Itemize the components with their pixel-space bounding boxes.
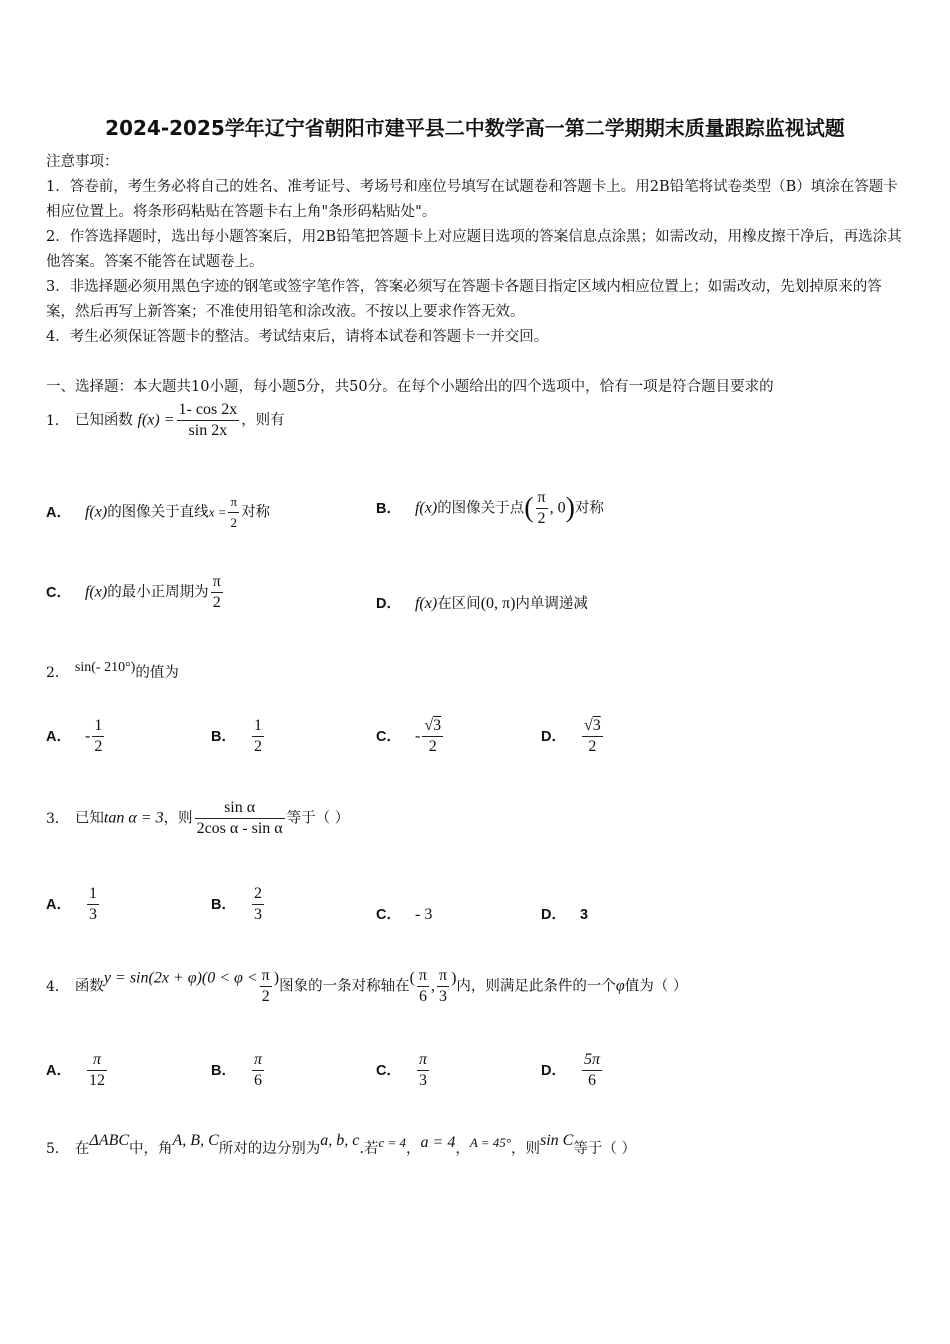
denominator: 6 [253, 1072, 262, 1089]
denominator: 2 [212, 594, 221, 611]
fraction [252, 716, 264, 757]
denominator: 6 [418, 988, 427, 1005]
q1-option-c[interactable] [46, 572, 225, 613]
question-3 [46, 798, 349, 839]
numerator: 1 [92, 716, 104, 737]
question-text: ，则 [511, 1141, 540, 1157]
option-text: 对称 [574, 500, 604, 517]
q1-option-a[interactable] [46, 492, 270, 533]
math-expr: φ [615, 977, 625, 995]
question-text: 已知 [74, 810, 104, 827]
option-label: A． [46, 728, 71, 745]
paren-open: ( [524, 492, 534, 524]
math-sign: - [84, 727, 91, 745]
numerator: π [211, 572, 223, 593]
denominator: sin 2x [188, 422, 228, 439]
denominator: 2 [94, 738, 103, 755]
option-text: 内单调递减 [515, 596, 588, 612]
fraction [92, 716, 104, 757]
numerator: 1 [252, 716, 264, 737]
math-expr: sin(- 210°) [74, 660, 136, 675]
fraction [582, 1050, 602, 1091]
numerator: π [260, 966, 272, 987]
notes-block [46, 150, 906, 350]
option-text: 的最小正周期为 [107, 584, 209, 601]
question-2 [46, 660, 179, 682]
numerator: π [437, 966, 449, 987]
question-text: 图象的一条对称轴在 [279, 978, 410, 995]
question-text: 内，则满足此条件的一个 [456, 978, 616, 995]
math-expr: A = 45° [469, 1135, 511, 1150]
fraction [211, 572, 223, 613]
option-label: A． [46, 1062, 71, 1079]
question-text: 的值为 [135, 665, 179, 681]
note-item: 1．答卷前，考生务必将自己的姓名、准考证号、考场号和座位号填写在试题卷和答题卡上。用2B铅笔将试卷类型（B）填涂在答题卡相应位置上。将条形码粘贴在答题卡右上角"条形码粘贴处"。 [46, 179, 898, 220]
question-4 [46, 966, 687, 1007]
option-label: B． [376, 500, 401, 517]
denominator: 3 [253, 906, 262, 923]
numerator: √3 [422, 716, 443, 737]
math-expr: 3 [579, 907, 589, 923]
fraction [437, 966, 449, 1007]
question-text: ， [406, 1141, 421, 1157]
question-text: .若 [359, 1141, 379, 1157]
fraction [87, 1050, 107, 1091]
radicand: 3 [433, 717, 442, 734]
numerator: sin α [195, 798, 285, 819]
option-text: 的图像关于点 [437, 500, 525, 517]
fraction [582, 716, 603, 757]
fraction [417, 1050, 429, 1091]
option-text: 对称 [241, 504, 271, 521]
question-number: 5． [46, 1141, 69, 1157]
question-text: 在 [74, 1141, 90, 1157]
numerator: √3 [582, 716, 603, 737]
option-text: 的图像关于直线 [107, 504, 209, 521]
q4-option-d[interactable] [541, 1050, 604, 1091]
q3-option-c[interactable] [376, 903, 432, 924]
question-text: 中，角 [129, 1141, 173, 1157]
math-expr: (0, π) [480, 595, 516, 612]
denominator: 2 [261, 988, 270, 1005]
comma: , [430, 977, 435, 995]
question-number: 1． [46, 412, 69, 429]
question-text: ，则 [163, 810, 193, 827]
denominator: 3 [439, 988, 448, 1005]
numerator: π [228, 492, 239, 513]
math-expr: ) [273, 969, 280, 987]
radicand: 3 [592, 717, 601, 734]
math-expr: x = [208, 504, 227, 520]
question-text: 函数 [74, 978, 104, 995]
fraction [228, 492, 239, 533]
numerator: π [536, 488, 548, 509]
question-text: 值为（ ） [624, 978, 688, 995]
fraction [260, 966, 272, 1007]
fraction [536, 488, 548, 529]
question-5 [46, 1132, 636, 1158]
denominator: 2 [537, 510, 546, 527]
q4-option-a[interactable] [46, 1050, 109, 1091]
question-text: 等于（ ） [573, 1141, 636, 1157]
q1-option-b[interactable] [376, 488, 604, 529]
math-expr: f(x) [414, 595, 438, 612]
question-text: ， [455, 1141, 470, 1157]
math-expr: c = 4 [378, 1135, 407, 1150]
note-item: 4．考生必须保证答题卡的整洁。考试结束后，请将本试卷和答题卡一并交回。 [46, 329, 549, 345]
question-text: 等于（ ） [286, 810, 350, 827]
question-number: 2． [46, 665, 69, 681]
q4-option-b[interactable] [211, 1050, 266, 1091]
option-label: B． [211, 896, 236, 913]
option-label: D． [376, 596, 401, 612]
numerator: π [417, 966, 429, 987]
math-expr: a = 4 [420, 1134, 456, 1151]
note-item: 3．非选择题必须用黑色字迹的钢笔或签字笔作答，答案必须写在答题卡各题目指定区域内相应位置上；如需改动，先划掉原来的答案，然后再写上新答案；不准使用铅笔和涂改液。不按以上要求作答无效。 [46, 279, 882, 320]
fraction [417, 966, 429, 1007]
question-text: 所对的边分别为 [218, 1141, 321, 1157]
q2-option-c[interactable] [376, 716, 445, 757]
option-label: B． [211, 728, 236, 745]
option-text: 在区间 [437, 596, 481, 612]
option-label: C． [376, 1062, 401, 1079]
question-text: 已知函数 [74, 412, 133, 429]
section-heading: 一、选择题：本大题共10小题，每小题5分，共50分。在每个小题给出的四个选项中，恰有一项是符合题目要求的 [46, 379, 774, 395]
math-sign: - [414, 727, 421, 745]
denominator: 12 [88, 1072, 105, 1089]
numerator: 1 [87, 884, 99, 905]
question-number: 4． [46, 978, 69, 995]
denominator: 6 [587, 1072, 596, 1089]
denominator: 3 [88, 906, 97, 923]
question-number: 3． [46, 810, 69, 827]
math-expr: f(x) [84, 583, 108, 601]
math-expr: , 0 [549, 499, 566, 517]
fraction [252, 884, 264, 925]
denominator: 2 [253, 738, 262, 755]
numerator: π [417, 1050, 429, 1071]
math-expr: y = sin(2x + φ)(0 < φ < [103, 969, 258, 987]
paren-open: ( [409, 969, 415, 987]
math-expr: a, b, c [320, 1132, 360, 1149]
fraction [87, 884, 99, 925]
denominator: 3 [418, 1072, 427, 1089]
option-label: A． [46, 896, 71, 913]
math-expr: - 3 [414, 906, 433, 923]
page-title: 2024-2025学年辽宁省朝阳市建平县二中数学高一第二学期期末质量跟踪监视试题 [105, 116, 845, 140]
q3-option-a[interactable] [46, 884, 101, 925]
fraction [195, 798, 285, 839]
option-label: D． [541, 1062, 566, 1079]
fraction [422, 716, 443, 757]
numerator: 2 [252, 884, 264, 905]
math-expr: sin C [540, 1132, 574, 1149]
fraction [177, 400, 240, 441]
question-1 [46, 400, 285, 441]
note-item: 2．作答选择题时，选出每小题答案后，用2B铅笔把答题卡上对应题目选项的答案信息点涂黑；如需改动，用橡皮擦干净后，再选涂其他答案。答案不能答在试题卷上。 [46, 229, 902, 270]
numerator: π [252, 1050, 264, 1071]
q2-option-d[interactable] [541, 716, 605, 757]
question-text: ，则有 [241, 412, 285, 429]
denominator: 2 [428, 738, 437, 755]
option-label: D． [541, 728, 566, 745]
numerator: 5π [582, 1050, 602, 1071]
option-label: B． [211, 1062, 236, 1079]
math-expr: f(x) [84, 503, 108, 521]
numerator: 1- cos 2x [177, 400, 240, 421]
math-expr: ΔABC [89, 1132, 130, 1149]
option-label: C． [376, 907, 401, 923]
function-expr: f(x) = [137, 411, 175, 429]
notes-heading: 注意事项： [46, 154, 119, 170]
math-expr: A, B, C [172, 1132, 219, 1149]
q2-option-a[interactable] [46, 716, 106, 757]
q3-option-b[interactable] [211, 884, 266, 925]
denominator: 2 [588, 738, 597, 755]
q4-option-c[interactable] [376, 1050, 431, 1091]
math-expr: tan α = 3 [103, 809, 164, 827]
option-label: C． [376, 728, 401, 745]
q2-option-b[interactable] [211, 716, 266, 757]
paren-close: ) [565, 492, 575, 524]
paren-close: ) [451, 969, 457, 987]
numerator: π [87, 1050, 107, 1071]
option-label: D． [541, 907, 566, 923]
fraction [252, 1050, 264, 1091]
option-label: C． [46, 584, 71, 601]
q1-option-d[interactable] [376, 592, 588, 613]
denominator: 2 [230, 515, 238, 530]
option-label: A． [46, 504, 71, 521]
math-expr: f(x) [414, 499, 438, 517]
q3-option-d[interactable] [541, 903, 602, 924]
denominator: 2cos α - sin α [196, 820, 283, 837]
